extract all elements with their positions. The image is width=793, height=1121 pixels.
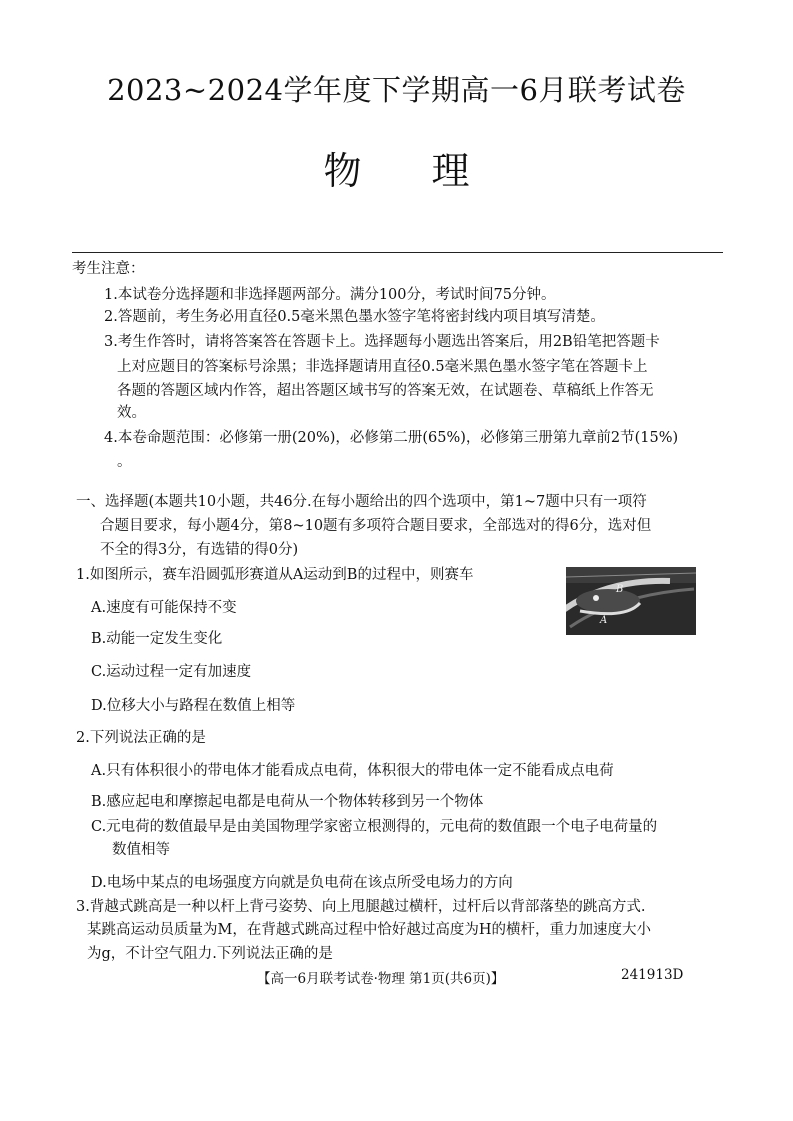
notice-line: 2.答题前，考生务必用直径0.5毫米黑色墨水签字笔将密封线内项目填写清楚。 (104, 309, 605, 325)
notice-heading: 考生注意： (72, 261, 145, 277)
answer-option: C.元电荷的数值最早是由美国物理学家密立根测得的，元电荷的数值跟一个电子电荷量的 (91, 819, 658, 835)
race-car-photo (566, 567, 696, 635)
question-stem: 某跳高运动员质量为M，在背越式跳高过程中恰好越过高度为H的横杆，重力加速度大小 (87, 922, 651, 938)
answer-option: B.动能一定发生变化 (91, 631, 223, 647)
paper-code: 241913D (621, 967, 684, 983)
point-b-label: B (616, 584, 624, 595)
answer-option: A.速度有可能保持不变 (91, 600, 237, 616)
answer-option: C.运动过程一定有加速度 (91, 664, 252, 680)
section-instructions: 合题目要求，每小题4分，第8~10题有多项符合题目要求，全部选对的得6分，选对但 (100, 518, 652, 534)
notice-line: 。 (117, 454, 132, 470)
question-stem: 1.如图所示，赛车沿圆弧形赛道从A运动到B的过程中，则赛车 (76, 567, 474, 583)
section-instructions: 一、选择题(本题共10小题，共46分.在每小题给出的四个选项中，第1~7题中只有一项符 (76, 494, 647, 510)
answer-option: D.电场中某点的电场强度方向就是负电荷在该点所受电场力的方向 (91, 875, 513, 891)
race-track-figure (566, 567, 696, 635)
page-footer-label: 【高一6月联考试卷·物理 第1页(共6页)】 (257, 971, 505, 987)
header-divider (72, 252, 723, 253)
notice-line: 各题的答题区域内作答，超出答题区域书写的答案无效，在试题卷、草稿纸上作答无 (117, 383, 654, 399)
exam-title: 2023~2024学年度下学期高一6月联考试卷 (107, 73, 686, 107)
notice-line: 效。 (117, 405, 146, 421)
point-a-label: A (600, 615, 608, 626)
answer-option: B.感应起电和摩擦起电都是电荷从一个物体转移到另一个物体 (91, 794, 484, 810)
answer-option-continued: 数值相等 (112, 842, 170, 858)
notice-line: 3.考生作答时，请将答案答在答题卡上。选择题每小题选出答案后，用2B铅笔把答题卡 (104, 334, 660, 350)
question-stem: 3.背越式跳高是一种以杆上背弓姿势、向上甩腿越过横杆，过杆后以背部落垫的跳高方式. (76, 899, 646, 915)
answer-option: A.只有体积很小的带电体才能看成点电荷，体积很大的带电体一定不能看成点电荷 (91, 763, 614, 779)
section-instructions: 不全的得3分，有选错的得0分) (100, 542, 299, 558)
answer-option: D.位移大小与路程在数值上相等 (91, 698, 296, 714)
notice-line: 1.本试卷分选择题和非选择题两部分。满分100分，考试时间75分钟。 (104, 287, 556, 303)
question-stem: 2.下列说法正确的是 (76, 730, 206, 746)
question-stem: 为g，不计空气阻力.下列说法正确的是 (87, 946, 333, 962)
notice-line: 上对应题目的答案标号涂黑；非选择题请用直径0.5毫米黑色墨水签字笔在答题卡上 (117, 359, 648, 375)
notice-line: 4.本卷命题范围：必修第一册(20%)，必修第二册(65%)，必修第三册第九章前2节(15%) (104, 430, 679, 446)
subject-title: 物理 (323, 149, 540, 193)
